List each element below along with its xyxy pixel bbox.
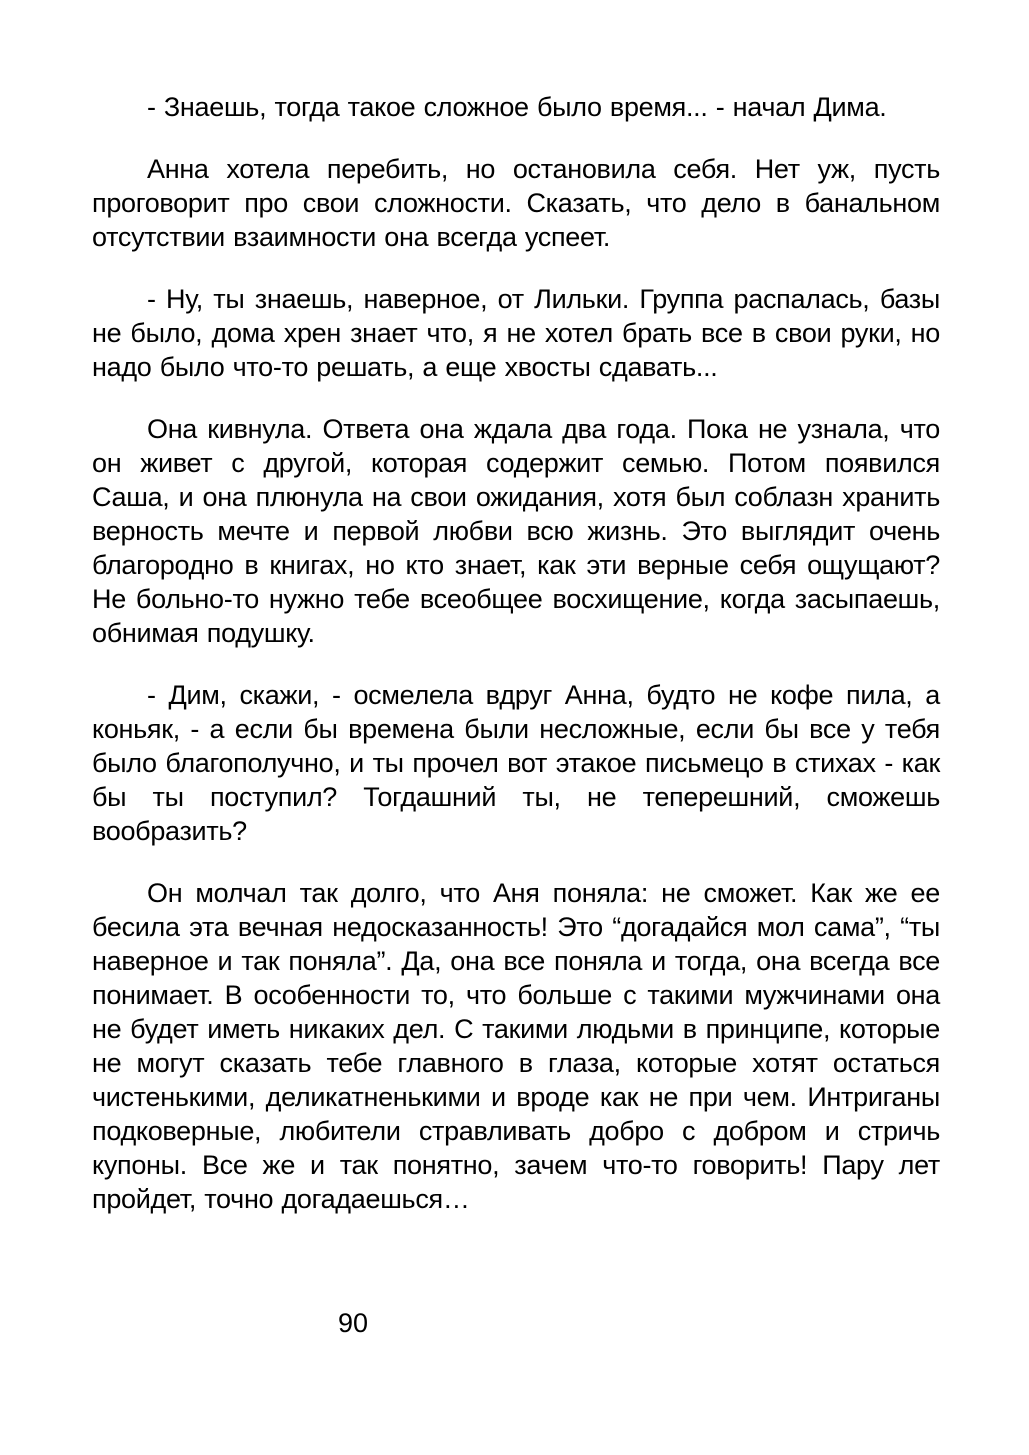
paragraph-3: - Ну, ты знаешь, наверное, от Лильки. Группа распалась, базы не было, дома хрен знает что, я не хотел брать все в свои руки, но надо было что-то решать, а еще хвосты сдавать... bbox=[92, 284, 940, 382]
paragraph-4: Она кивнула. Ответа она ждала два года. Пока не узнала, что он живет с другой, которая содержит семью. Потом появился Саша, и она плюнула на свои ожидания, хотя был соблазн хранить верность мечте и первой любви всю жизнь. Это выглядит очень благородно в книгах, но кто знает, как эти верные себя ощущают? Не больно-то нужно тебе всеобщее восхищение, когда засыпаешь, обнимая подушку. bbox=[92, 414, 940, 648]
paragraph-1: - Знаешь, тогда такое сложное было время... - начал Дима. bbox=[147, 92, 887, 122]
paragraph-2: Анна хотела перебить, но остановила себя. Нет уж, пусть проговорит про свои сложности. Сказать, что дело в банальном отсутствии взаимности она всегда успеет. bbox=[92, 154, 940, 252]
paragraph-6: Он молчал так долго, что Аня поняла: не сможет. Как же ее бесила эта вечная недосказанность! Это “догадайся мол сама”, “ты наверное и так поняла”. Да, она все поняла и тогда, она всегда все понимает. В особенности то, что больше с такими мужчинами она не будет иметь никаких дел. С такими людьми в принципе, которые не могут сказать тебе главного в глаза, которые хотят остаться чистенькими, деликатненькими и вроде как не при чем. Интриганы подковерные, любители стравливать добро с добром и стричь купоны. Все же и так понятно, зачем что-то говорить! Пару лет пройдет, точно догадаешься… bbox=[92, 878, 940, 1214]
paragraph-5: - Дим, скажи, - осмелела вдруг Анна, будто не кофе пила, а коньяк, - а если бы времена были несложные, если бы все у тебя было благополучно, и ты прочел вот этакое письмецо в стихах - как бы ты поступил? Тогдашний ты, не теперешний, сможешь вообразить? bbox=[92, 680, 940, 846]
page-number: 90 bbox=[338, 1308, 369, 1338]
page-text bbox=[92, 90, 940, 1244]
